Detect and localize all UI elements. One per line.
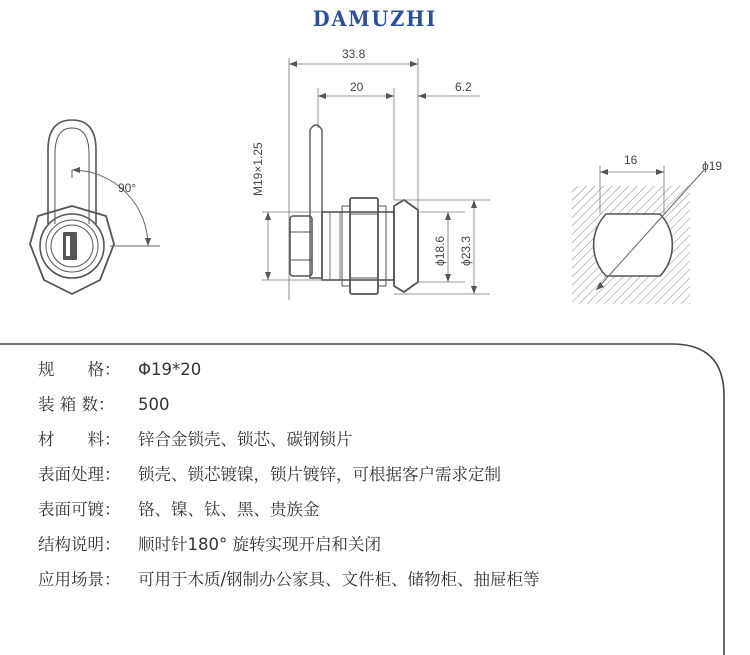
spec-row-application — [38, 562, 540, 597]
thread-spec-label: M19×1.25 — [251, 142, 265, 196]
spec-label: 装 箱 数： — [38, 395, 115, 414]
spec-label: 结构说明： — [38, 535, 121, 554]
cutout-diameter-label: ϕ19 — [702, 159, 723, 173]
spec-value: 可用于木质/钢制办公家具、文件柜、储物柜、抽屉柜等 — [138, 570, 540, 589]
spec-label: 表面处理： — [38, 465, 121, 484]
spec-row-size — [38, 352, 540, 387]
brand-logo: DAMUZHI — [312, 6, 438, 31]
spec-row-packing — [38, 387, 540, 422]
spec-value: 锌合金锁壳、锁芯、碳钢锁片 — [138, 430, 353, 449]
spec-label: 表面可镀： — [38, 500, 121, 519]
spec-value: Φ19*20 — [138, 360, 202, 379]
spec-value: 锁壳、锁芯镀镍，锁片镀锌，可根据客户需求定制 — [138, 465, 501, 484]
total-length-label: 33.8 — [342, 47, 366, 61]
spec-row-plating-options — [38, 492, 540, 527]
front-view — [30, 120, 160, 294]
spec-label: 应用场景： — [38, 570, 121, 589]
spec-list — [38, 352, 540, 597]
outer-diameter-label: ϕ23.3 — [459, 235, 473, 266]
spec-row-structure — [38, 527, 540, 562]
rotation-angle-label: 90° — [118, 181, 137, 195]
side-view — [262, 58, 490, 300]
body-length-label: 20 — [350, 80, 364, 94]
spec-value: 500 — [138, 395, 170, 414]
flange-length-label: 6.2 — [455, 80, 472, 94]
spec-row-material — [38, 422, 540, 457]
cutout-width-label: 16 — [624, 153, 638, 167]
inner-diameter-label: ϕ18.6 — [433, 235, 447, 266]
panel-cutout-view — [572, 166, 704, 304]
spec-label: 规 格： — [38, 360, 121, 379]
spec-row-surface-treatment — [38, 457, 540, 492]
spec-value: 铬、镍、钛、黑、贵族金 — [138, 500, 320, 519]
spec-label: 材 料： — [38, 430, 121, 449]
spec-value: 顺时针180° 旋转实现开启和关闭 — [138, 535, 381, 554]
